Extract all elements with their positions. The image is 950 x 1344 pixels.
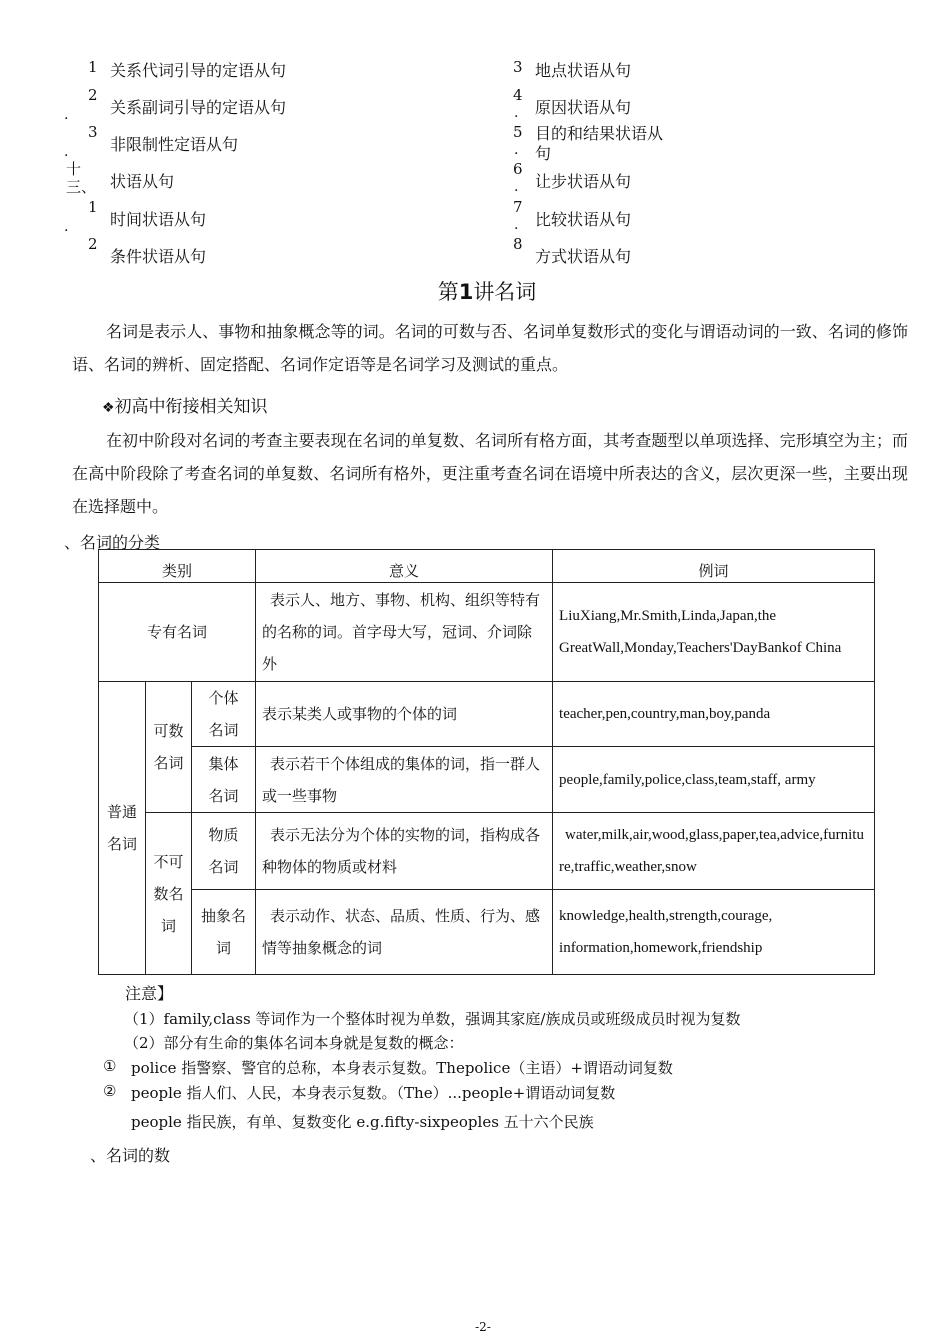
table-header-row — [99, 550, 875, 583]
section-heading-classification: 、名词的分类 — [64, 533, 161, 552]
noun-meaning: 表示若干个体组成的集体的词，指一群人或一些事物 — [256, 747, 553, 813]
table-row — [99, 682, 875, 747]
toc-item: 目的和结果状语从句 — [535, 124, 664, 163]
note-bullet-3: people 指民族，有单、复数变化 e.g.fifty-sixpeoples 五十六个民族 — [131, 1113, 594, 1131]
toc-item: 条件状语从句 — [110, 247, 207, 266]
toc-num: 3 — [513, 58, 523, 76]
toc-num: 7 — [513, 198, 523, 216]
toc-num: 1 — [88, 58, 98, 76]
noun-examples: people,family,police,class,team,staff, army — [553, 747, 875, 813]
toc-item: 关系副词引导的定语从句 — [110, 98, 287, 117]
diamond-icon: ❖ — [102, 400, 115, 416]
title-suffix: 讲名词 — [473, 280, 537, 304]
toc-num: 5 — [513, 123, 523, 141]
bullet-mark: ② — [103, 1082, 117, 1100]
toc-num: 2 — [88, 235, 98, 253]
note-1: （1）family,class 等词作为一个整体时视为单数，强调其家庭/族成员或班级成员时视为复数 — [124, 1010, 741, 1028]
toc-num: 3 — [88, 123, 98, 141]
noun-examples: knowledge,health,strength,courage, information,homework,friendship — [553, 890, 875, 975]
noun-examples: teacher,pen,country,man,boy,panda — [553, 682, 875, 747]
bridge-paragraph: 在初中阶段对名词的考查主要表现在名词的单复数、名词所有格方面，其考查题型以单项选择、完形填空为主；而在高中阶段除了考查名词的单复数、名词所有格外，更注重考查名词在语境中所表达的含义，层次更深一些，主要出现在选择题中。 — [72, 431, 908, 516]
title-prefix: 第 — [437, 280, 459, 304]
noun-type: 物质名词 — [192, 813, 256, 890]
dot-mark: . — [514, 179, 519, 195]
classification-table — [98, 549, 875, 975]
toc-item: 让步状语从句 — [535, 172, 632, 191]
toc-item: 状语从句 — [110, 172, 175, 191]
table-row — [99, 747, 875, 813]
noun-meaning: 表示某类人或事物的个体的词 — [256, 682, 553, 747]
countable-label: 可数名词 — [146, 682, 192, 813]
toc-num: 1 — [88, 198, 98, 216]
noun-examples: water,milk,air,wood,glass,paper,tea,advice,furniture,traffic,weather,snow — [553, 813, 875, 890]
toc-item: 比较状语从句 — [535, 210, 632, 229]
toc-num: 6 — [513, 160, 523, 178]
proper-noun-label: 专有名词 — [99, 583, 256, 682]
toc-num: 4 — [513, 86, 523, 104]
toc-item: 地点状语从句 — [535, 61, 632, 80]
toc-item: 非限制性定语从句 — [110, 135, 239, 154]
dot-mark: . — [514, 105, 519, 121]
dot-mark: . — [64, 107, 69, 123]
noun-type: 抽象名词 — [192, 890, 256, 975]
title-number: 1 — [458, 280, 474, 304]
toc-item: 方式状语从句 — [535, 247, 632, 266]
dot-mark: . — [64, 144, 69, 160]
proper-noun-meaning: 表示人、地方、事物、机构、组织等特有的名称的词。首字母大写，冠词、介词除外 — [256, 583, 553, 682]
page-title — [0, 276, 950, 306]
note-bullet-2: people 指人们、人民，本身表示复数。（The）...people+谓语动词复数 — [131, 1084, 616, 1102]
header-examples: 例词 — [553, 550, 875, 583]
toc-item: 时间状语从句 — [110, 210, 207, 229]
noun-type: 集体名词 — [192, 747, 256, 813]
noun-type: 个体名词 — [192, 682, 256, 747]
table-row — [99, 890, 875, 975]
toc-num: 十三、 — [66, 160, 97, 196]
toc-num: 8 — [513, 235, 523, 253]
note-bullet-1: police 指警察、警官的总称，本身表示复数。Thepolice（主语）+谓语动词复数 — [131, 1059, 673, 1077]
uncountable-label: 不可数名词 — [146, 813, 192, 975]
toc-item: 关系代词引导的定语从句 — [110, 61, 287, 80]
dot-mark: . — [514, 142, 519, 158]
noun-meaning: 表示无法分为个体的实物的词，指构成各种物体的物质或材料 — [256, 813, 553, 890]
noun-meaning: 表示动作、状态、品质、性质、行为、感情等抽象概念的词 — [256, 890, 553, 975]
table-row — [99, 583, 875, 682]
toc-num: 2 — [88, 86, 98, 104]
bridge-heading — [102, 392, 268, 417]
header-category: 类别 — [99, 550, 256, 583]
page-number: -2- — [475, 1320, 491, 1334]
notes-heading: 注意】 — [125, 984, 174, 1003]
proper-noun-examples: LiuXiang,Mr.Smith,Linda,Japan,the GreatWall,Monday,Teachers'DayBankof China — [553, 583, 875, 682]
header-meaning: 意义 — [256, 550, 553, 583]
dot-mark: . — [64, 219, 69, 235]
toc-item: 原因状语从句 — [535, 98, 632, 117]
bridge-heading-text: 初高中衔接相关知识 — [114, 397, 268, 417]
intro-paragraph: 名词是表示人、事物和抽象概念等的词。名词的可数与否、名词单复数形式的变化与谓语动词的一致、名词的修饰语、名词的辨析、固定搭配、名词作定语等是名词学习及测试的重点。 — [72, 322, 908, 374]
bullet-mark: ① — [103, 1057, 117, 1075]
common-noun-label: 普通名词 — [99, 682, 146, 975]
note-2: （2）部分有生命的集体名词本身就是复数的概念： — [124, 1034, 464, 1052]
dot-mark: . — [514, 217, 519, 233]
table-row — [99, 813, 875, 890]
section-heading-number: 、名词的数 — [90, 1146, 171, 1165]
